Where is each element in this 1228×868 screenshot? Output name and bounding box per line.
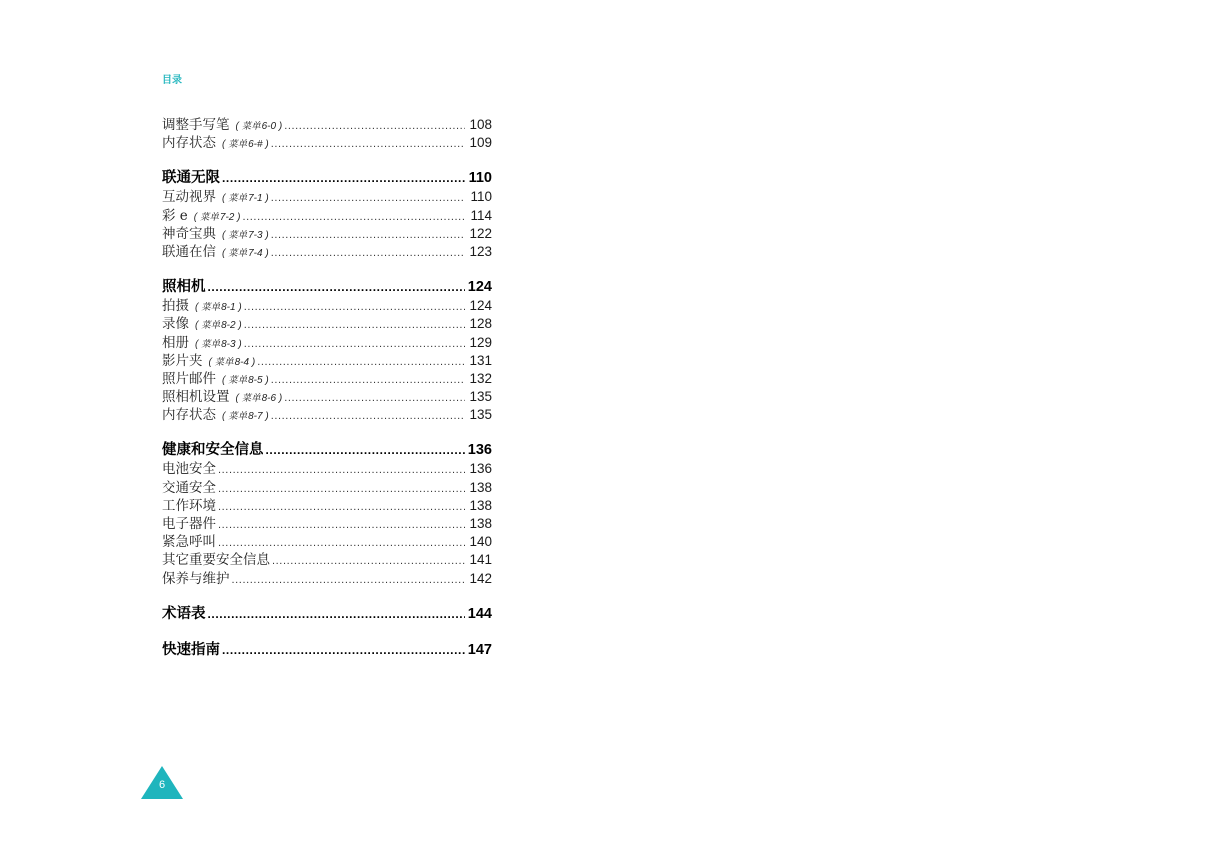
leader-dots — [272, 552, 465, 570]
toc-entry-page: 138 — [469, 516, 492, 531]
toc-entry-row[interactable] — [162, 406, 492, 424]
toc-entry-row[interactable] — [162, 315, 492, 333]
menu-word: 菜单 — [201, 338, 221, 350]
section-spacer — [162, 261, 492, 277]
menu-reference: ( 菜单6-# ) — [222, 139, 269, 151]
table-of-contents — [162, 116, 492, 660]
menu-word: 菜单 — [199, 211, 219, 223]
menu-code: 8-6 — [261, 393, 277, 405]
leader-dots — [271, 371, 465, 389]
toc-entry-title: 调整手写笔 — [162, 117, 230, 133]
menu-word: 菜单 — [214, 356, 234, 368]
leader-dots — [271, 189, 465, 207]
menu-word: 菜单 — [241, 121, 261, 132]
leader-dots — [271, 135, 465, 153]
toc-entry-page: 123 — [469, 243, 492, 259]
menu-code: 8-3 — [221, 338, 236, 350]
toc-section-title: 术语表 — [162, 605, 206, 622]
menu-code: 8-4 — [234, 356, 250, 368]
menu-word: 菜单 — [228, 374, 248, 386]
menu-reference: ( 菜单8-5 ) — [222, 374, 269, 386]
toc-section-page: 136 — [467, 442, 492, 459]
toc-entry-page: 129 — [469, 334, 492, 350]
toc-entry-page: 110 — [470, 189, 492, 205]
toc-section-page: 147 — [467, 641, 492, 658]
menu-word: 菜单 — [228, 229, 248, 241]
toc-entry-page: 132 — [469, 370, 492, 386]
leader-dots — [257, 353, 465, 371]
menu-word: 菜单 — [201, 320, 221, 332]
toc-entry-title: 照相机设置 — [162, 389, 230, 406]
toc-entry-title: 照片邮件 — [162, 370, 216, 387]
toc-entry-title: 内存状态 — [162, 135, 216, 152]
toc-entry-page: 141 — [469, 552, 492, 568]
menu-word: 菜单 — [228, 139, 248, 151]
toc-entry-row[interactable] — [162, 243, 492, 261]
toc-entry-title: 联通在信 — [162, 243, 216, 260]
menu-code: 7-1 — [248, 193, 263, 205]
toc-entry-page: 114 — [470, 207, 492, 223]
leader-dots — [208, 277, 465, 297]
toc-entry-page: 122 — [469, 225, 492, 241]
toc-section-row[interactable] — [162, 640, 492, 660]
toc-entry-title: 彩 e — [162, 207, 188, 224]
toc-entry-title: 其它重要安全信息 — [162, 552, 270, 569]
toc-entry-page: 142 — [469, 570, 492, 586]
leader-dots — [208, 604, 465, 624]
menu-code: 7-3 — [248, 229, 263, 241]
section-spacer — [162, 588, 492, 604]
toc-section-page: 124 — [467, 279, 492, 296]
toc-entry-title: 互动视界 — [162, 189, 216, 206]
leader-dots — [218, 516, 465, 534]
menu-code: 6-# — [248, 139, 263, 151]
leader-dots — [271, 226, 465, 244]
toc-section-title: 快速指南 — [162, 641, 220, 658]
menu-reference: ( 菜单8-4 ) — [208, 356, 256, 368]
toc-entry-row[interactable] — [162, 352, 492, 370]
leader-dots — [232, 571, 466, 589]
toc-entry-title: 电子器件 — [162, 516, 216, 532]
menu-reference: ( 菜单6-0 ) — [235, 121, 283, 132]
page-header-title: 目录 — [162, 75, 182, 86]
menu-code: 8-7 — [248, 411, 263, 423]
toc-entry-row[interactable] — [162, 479, 492, 497]
menu-reference: ( 菜单8-2 ) — [195, 320, 242, 332]
toc-entry-title: 工作环境 — [162, 497, 216, 514]
menu-code: 6-0 — [261, 121, 277, 132]
toc-entry-title: 拍摄 — [162, 298, 189, 315]
toc-entry-title: 紧急呼叫 — [162, 534, 216, 551]
leader-dots — [242, 208, 465, 226]
menu-reference: ( 菜单7-3 ) — [222, 229, 269, 241]
leader-dots — [284, 117, 465, 135]
toc-entry-title: 相册 — [162, 334, 189, 351]
menu-reference: ( 菜单7-4 ) — [222, 247, 269, 259]
toc-entry-page: 135 — [469, 407, 492, 423]
toc-entry-page: 124 — [469, 298, 492, 314]
toc-entry-title: 影片夹 — [162, 352, 203, 369]
leader-dots — [266, 440, 465, 460]
toc-entry-title: 录像 — [162, 316, 189, 333]
menu-reference: ( 菜单8-1 ) — [195, 302, 242, 314]
menu-reference: ( 菜单8-7 ) — [222, 411, 269, 423]
leader-dots — [218, 498, 465, 516]
toc-entry-title: 电池安全 — [162, 461, 216, 478]
toc-entry-row[interactable] — [162, 570, 492, 588]
menu-reference: ( 菜单7-1 ) — [222, 193, 269, 205]
menu-code: 7-4 — [248, 247, 263, 259]
toc-entry-page: 140 — [469, 534, 492, 550]
menu-word: 菜单 — [201, 302, 221, 314]
toc-entry-page: 128 — [469, 316, 492, 332]
toc-entry-row[interactable] — [162, 188, 492, 206]
menu-reference: ( 菜单8-6 ) — [235, 393, 283, 405]
toc-section-row[interactable] — [162, 277, 492, 297]
toc-entry-row[interactable] — [162, 334, 492, 352]
toc-entry-title: 神奇宝典 — [162, 225, 216, 242]
toc-entry-title: 保养与维护 — [162, 570, 230, 587]
toc-entry-page: 109 — [469, 135, 492, 151]
leader-dots — [271, 407, 465, 425]
menu-word: 菜单 — [228, 247, 248, 259]
menu-code: 8-1 — [221, 302, 236, 314]
leader-dots — [222, 640, 465, 660]
leader-dots — [284, 389, 465, 407]
toc-entry-page: 108 — [469, 117, 492, 132]
toc-section-page: 110 — [468, 170, 492, 187]
toc-entry-row[interactable] — [162, 297, 492, 315]
toc-entry-row[interactable] — [162, 460, 492, 478]
menu-word: 菜单 — [228, 193, 248, 205]
page-number: 6 — [158, 779, 166, 791]
toc-entry-row[interactable] — [162, 551, 492, 569]
leader-dots — [222, 168, 465, 188]
leader-dots — [218, 534, 465, 552]
leader-dots — [244, 335, 465, 353]
toc-section-row[interactable] — [162, 168, 492, 188]
toc-entry-row[interactable] — [162, 134, 492, 152]
menu-code: 7-2 — [219, 211, 235, 223]
menu-word: 菜单 — [241, 393, 261, 405]
toc-entry-row[interactable] — [162, 207, 492, 225]
toc-section-title: 照相机 — [162, 279, 206, 296]
menu-code: 8-5 — [248, 374, 263, 386]
toc-section-title: 健康和安全信息 — [162, 442, 264, 459]
toc-section-row[interactable] — [162, 604, 492, 624]
leader-dots — [244, 316, 465, 334]
toc-entry-row[interactable] — [162, 515, 492, 533]
toc-entry-page: 138 — [469, 479, 492, 495]
toc-section-title: 联通无限 — [162, 170, 220, 187]
menu-code: 8-2 — [221, 320, 236, 332]
toc-section-row[interactable] — [162, 440, 492, 460]
menu-word: 菜单 — [228, 411, 248, 423]
leader-dots — [218, 480, 465, 498]
toc-entry-page: 138 — [469, 497, 492, 513]
leader-dots — [218, 461, 465, 479]
leader-dots — [244, 298, 465, 316]
toc-entry-row[interactable] — [162, 497, 492, 515]
toc-entry-row[interactable] — [162, 533, 492, 551]
leader-dots — [271, 244, 465, 262]
section-spacer — [162, 624, 492, 640]
section-spacer — [162, 152, 492, 168]
toc-entry-page: 136 — [469, 461, 492, 477]
section-spacer — [162, 424, 492, 440]
toc-entry-row[interactable] — [162, 388, 492, 406]
toc-entry-row[interactable] — [162, 370, 492, 388]
toc-entry-page: 131 — [469, 352, 492, 368]
toc-entry-title: 交通安全 — [162, 479, 216, 496]
toc-entry-row[interactable] — [162, 225, 492, 243]
menu-reference: ( 菜单8-3 ) — [195, 338, 242, 350]
toc-entry-page: 135 — [469, 389, 492, 405]
toc-section-page: 144 — [467, 605, 492, 622]
menu-reference: ( 菜单7-2 ) — [193, 211, 241, 223]
toc-entry-row[interactable] — [162, 116, 492, 134]
toc-entry-title: 内存状态 — [162, 407, 216, 424]
